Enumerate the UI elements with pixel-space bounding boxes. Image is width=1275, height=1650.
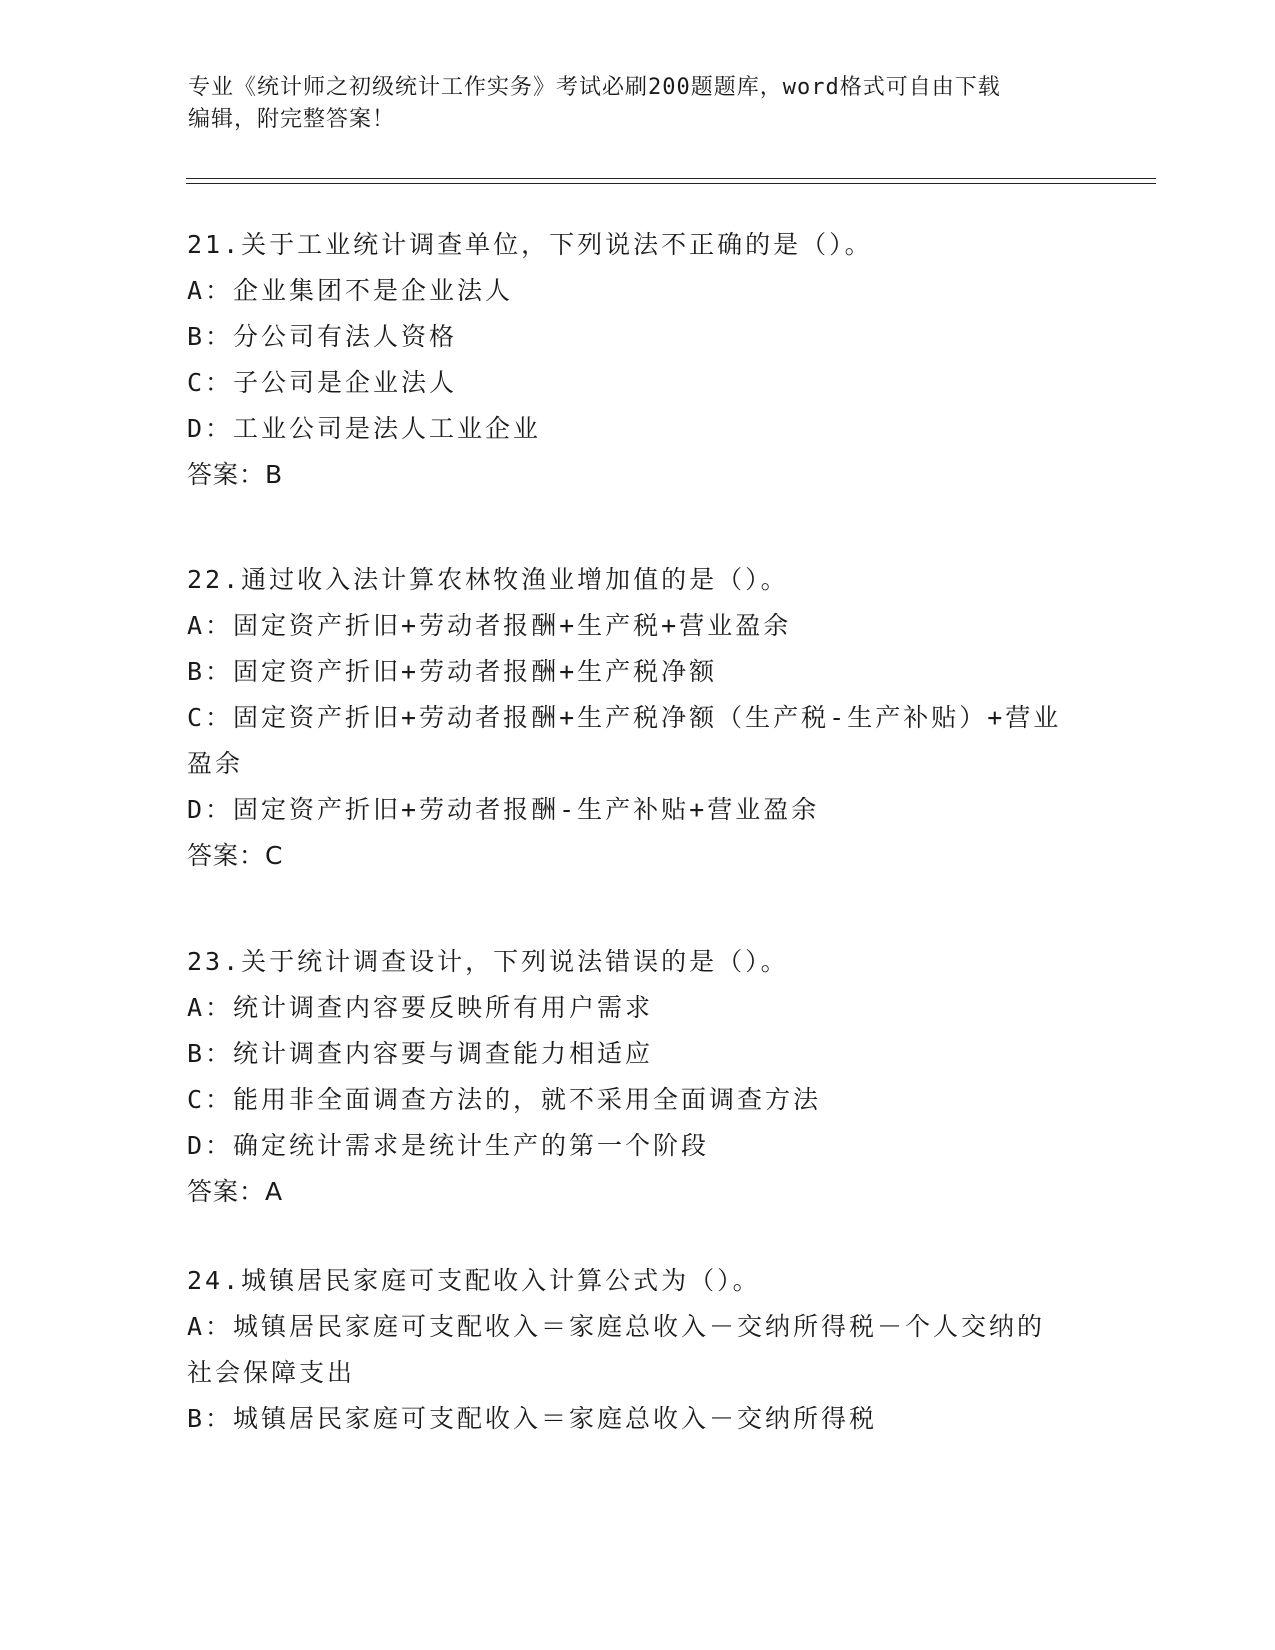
option-b: B：统计调查内容要与调查能力相适应 [187,1039,654,1068]
option-c-continued: 盈余 [187,749,244,778]
option-c: C：固定资产折旧+劳动者报酬+生产税净额（生产税-生产补贴）+营业 [187,703,1062,732]
option-b: B：分公司有法人资格 [187,322,458,351]
header-line-2: 编辑，附完整答案！ [188,107,396,132]
question-stem: 23.关于统计调查设计，下列说法错误的是（）。 [187,947,789,976]
option-c: C：子公司是企业法人 [187,368,458,397]
answer: 答案：B [187,460,284,489]
option-a: A：城镇居民家庭可支配收入＝家庭总收入－交纳所得税－个人交纳的 [187,1312,1046,1341]
header-divider-bottom [186,183,1156,184]
question-stem: 22.通过收入法计算农林牧渔业增加值的是（）。 [187,565,789,594]
question-stem: 21.关于工业统计调查单位，下列说法不正确的是（）。 [187,230,873,259]
question-22 [187,557,1087,879]
option-d: D：固定资产折旧+劳动者报酬-生产补贴+营业盈余 [187,795,820,824]
header-divider-top [186,178,1156,179]
option-b: B：固定资产折旧+劳动者报酬+生产税净额 [187,657,718,686]
option-c: C：能用非全面调查方法的，就不采用全面调查方法 [187,1085,822,1114]
option-a: A：统计调查内容要反映所有用户需求 [187,993,654,1022]
option-a: A：企业集团不是企业法人 [187,276,514,305]
question-23 [187,939,1087,1215]
option-a-continued: 社会保障支出 [187,1358,356,1387]
option-a: A：固定资产折旧+劳动者报酬+生产税+营业盈余 [187,611,792,640]
answer: 答案：A [187,1177,284,1206]
option-b: B：城镇居民家庭可支配收入＝家庭总收入－交纳所得税 [187,1404,878,1433]
option-d: D：工业公司是法人工业企业 [187,414,542,443]
header-line-1: 专业《统计师之初级统计工作实务》考试必刷200题题库，word格式可自由下载 [188,75,1001,100]
option-d: D：确定统计需求是统计生产的第一个阶段 [187,1131,710,1160]
document-header [188,72,1088,136]
question-21 [187,222,1087,498]
answer: 答案：C [187,841,284,870]
question-24 [187,1258,1087,1442]
question-stem: 24.城镇居民家庭可支配收入计算公式为（）。 [187,1266,761,1295]
